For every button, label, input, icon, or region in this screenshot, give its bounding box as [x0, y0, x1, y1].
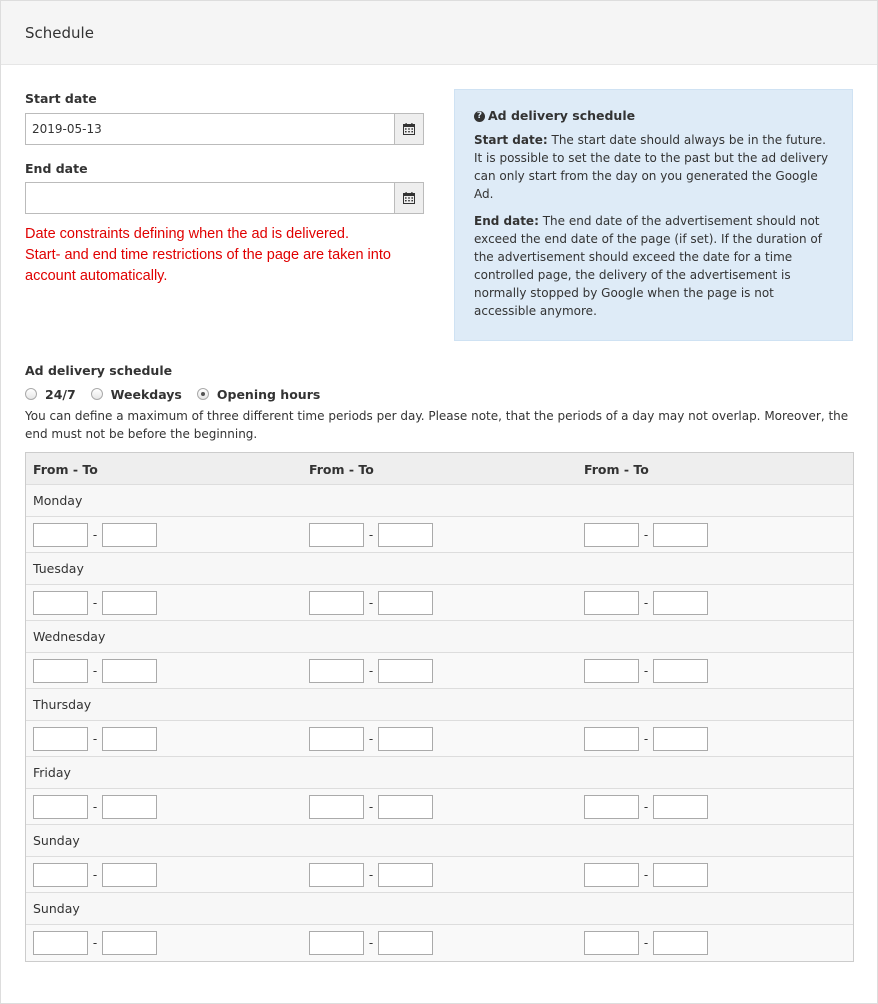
day-label: Tuesday — [33, 561, 84, 576]
radio-24-7[interactable] — [25, 387, 76, 402]
time-row — [26, 857, 853, 893]
time-period-3 — [584, 659, 708, 683]
range-separator: - — [368, 732, 374, 746]
from-time-input[interactable] — [584, 727, 639, 751]
range-separator: - — [643, 528, 649, 542]
radio-weekdays[interactable] — [91, 387, 182, 402]
range-separator: - — [92, 528, 98, 542]
range-separator: - — [643, 800, 649, 814]
from-time-input[interactable] — [584, 591, 639, 615]
time-period-2 — [309, 523, 433, 547]
time-row — [26, 653, 853, 689]
info-start-label: Start date: — [474, 133, 548, 147]
info-box — [454, 89, 853, 341]
info-box-title-text: Ad delivery schedule — [488, 108, 636, 123]
panel-title: Schedule — [25, 24, 94, 42]
schedule-label: Ad delivery schedule — [25, 363, 173, 378]
from-time-input[interactable] — [584, 659, 639, 683]
info-end-paragraph — [474, 212, 833, 320]
range-separator: - — [92, 664, 98, 678]
to-time-input[interactable] — [653, 591, 708, 615]
time-row — [26, 925, 853, 961]
to-time-input[interactable] — [378, 863, 433, 887]
from-time-input[interactable] — [584, 523, 639, 547]
range-separator: - — [368, 936, 374, 950]
radio-opening-hours-label: Opening hours — [216, 386, 321, 402]
day-row — [26, 553, 853, 585]
time-period-3 — [584, 591, 708, 615]
to-time-input[interactable] — [653, 727, 708, 751]
day-row — [26, 689, 853, 721]
time-period-3 — [584, 727, 708, 751]
time-period-1 — [33, 659, 157, 683]
range-separator: - — [643, 596, 649, 610]
radio-24-7-label: 24/7 — [45, 386, 76, 402]
time-row — [26, 721, 853, 757]
time-period-3 — [584, 523, 708, 547]
range-separator: - — [368, 800, 374, 814]
table-header — [26, 453, 853, 485]
from-time-input[interactable] — [309, 523, 364, 547]
info-start-paragraph — [474, 131, 833, 203]
from-time-input[interactable] — [584, 795, 639, 819]
column-header-3: From - To — [584, 462, 649, 477]
table-body — [26, 485, 853, 961]
column-header-2: From - To — [309, 462, 374, 477]
to-time-input[interactable] — [653, 795, 708, 819]
range-separator: - — [643, 664, 649, 678]
calendar-icon — [403, 123, 415, 135]
to-time-input[interactable] — [102, 863, 157, 887]
time-period-1 — [33, 795, 157, 819]
time-period-2 — [309, 591, 433, 615]
question-circle-icon: ? — [474, 111, 485, 122]
to-time-input[interactable] — [102, 727, 157, 751]
from-time-input[interactable] — [33, 795, 88, 819]
schedule-table — [25, 452, 854, 962]
time-period-2 — [309, 659, 433, 683]
radio-weekdays-dot[interactable] — [91, 388, 103, 400]
info-start-text: The start date should always be in the future. It is possible to set the date to the past but the ad delivery can only start from the day on you generated the Google Ad. — [474, 133, 829, 201]
day-label: Sunday — [33, 833, 80, 848]
to-time-input[interactable] — [102, 591, 157, 615]
from-time-input[interactable] — [33, 591, 88, 615]
info-box-title — [474, 107, 833, 125]
start-date-calendar-button[interactable] — [394, 113, 424, 145]
schedule-radio-group — [25, 385, 335, 403]
from-time-input[interactable] — [33, 863, 88, 887]
to-time-input[interactable] — [102, 659, 157, 683]
info-end-label: End date: — [474, 214, 539, 228]
range-separator: - — [368, 868, 374, 882]
to-time-input[interactable] — [653, 523, 708, 547]
radio-weekdays-label: Weekdays — [110, 386, 182, 402]
from-time-input[interactable] — [309, 863, 364, 887]
time-row — [26, 789, 853, 825]
to-time-input[interactable] — [653, 863, 708, 887]
schedule-hint: You can define a maximum of three different time periods per day. Please note, that the periods of a day may not overlap. Moreover, the end must not be before the beginning. — [25, 409, 849, 441]
from-time-input[interactable] — [309, 727, 364, 751]
to-time-input[interactable] — [378, 931, 433, 955]
time-row — [26, 585, 853, 621]
from-time-input[interactable] — [584, 931, 639, 955]
from-time-input[interactable] — [33, 523, 88, 547]
time-period-1 — [33, 863, 157, 887]
column-header-1: From - To — [33, 462, 98, 477]
day-label: Wednesday — [33, 629, 106, 644]
time-period-1 — [33, 727, 157, 751]
to-time-input[interactable] — [378, 523, 433, 547]
from-time-input[interactable] — [584, 863, 639, 887]
radio-opening-hours-dot[interactable] — [197, 388, 209, 400]
panel-heading — [1, 1, 877, 65]
start-date-input[interactable] — [25, 113, 394, 145]
time-period-2 — [309, 931, 433, 955]
range-separator: - — [643, 868, 649, 882]
radio-opening-hours[interactable] — [197, 387, 320, 402]
to-time-input[interactable] — [102, 523, 157, 547]
constraint-line-3: account automatically. — [25, 268, 168, 284]
range-separator: - — [92, 800, 98, 814]
from-time-input[interactable] — [309, 931, 364, 955]
time-period-3 — [584, 795, 708, 819]
end-date-calendar-button[interactable] — [394, 182, 424, 214]
start-date-label: Start date — [25, 91, 97, 106]
time-period-3 — [584, 931, 708, 955]
to-time-input[interactable] — [378, 659, 433, 683]
end-date-label: End date — [25, 161, 88, 176]
range-separator: - — [92, 732, 98, 746]
from-time-input[interactable] — [309, 659, 364, 683]
time-period-1 — [33, 931, 157, 955]
to-time-input[interactable] — [102, 931, 157, 955]
to-time-input[interactable] — [102, 795, 157, 819]
range-separator: - — [92, 936, 98, 950]
info-end-text: The end date of the advertisement should not exceed the end date of the page (if set). If the duration of the advertisement should exceed the date for a time controlled page, the delivery of the advertisement is normally stopped by Google when the page is not accessible anymore. — [474, 214, 822, 318]
range-separator: - — [368, 596, 374, 610]
to-time-input[interactable] — [653, 931, 708, 955]
time-period-1 — [33, 523, 157, 547]
start-date-group — [25, 113, 424, 145]
day-row — [26, 893, 853, 925]
from-time-input[interactable] — [309, 795, 364, 819]
to-time-input[interactable] — [653, 659, 708, 683]
constraint-line-2: Start- and end time restrictions of the page are taken into — [25, 247, 391, 263]
to-time-input[interactable] — [378, 591, 433, 615]
from-time-input[interactable] — [33, 931, 88, 955]
range-separator: - — [92, 868, 98, 882]
time-period-3 — [584, 863, 708, 887]
range-separator: - — [368, 528, 374, 542]
range-separator: - — [368, 664, 374, 678]
time-period-1 — [33, 591, 157, 615]
radio-24-7-dot[interactable] — [25, 388, 37, 400]
end-date-group — [25, 182, 424, 214]
day-row — [26, 825, 853, 857]
date-constraint-note — [25, 224, 415, 287]
time-period-2 — [309, 863, 433, 887]
range-separator: - — [92, 596, 98, 610]
time-period-2 — [309, 795, 433, 819]
day-label: Sunday — [33, 901, 80, 916]
day-row — [26, 485, 853, 517]
day-row — [26, 621, 853, 653]
day-label: Thursday — [33, 697, 92, 712]
day-row — [26, 757, 853, 789]
from-time-input[interactable] — [309, 591, 364, 615]
day-label: Friday — [33, 765, 71, 780]
range-separator: - — [643, 936, 649, 950]
constraint-line-1: Date constraints defining when the ad is delivered. — [25, 226, 350, 242]
from-time-input[interactable] — [33, 659, 88, 683]
calendar-icon — [403, 192, 415, 204]
end-date-input[interactable] — [25, 182, 394, 214]
day-label: Monday — [33, 493, 83, 508]
to-time-input[interactable] — [378, 795, 433, 819]
to-time-input[interactable] — [378, 727, 433, 751]
time-row — [26, 517, 853, 553]
range-separator: - — [643, 732, 649, 746]
time-period-2 — [309, 727, 433, 751]
from-time-input[interactable] — [33, 727, 88, 751]
